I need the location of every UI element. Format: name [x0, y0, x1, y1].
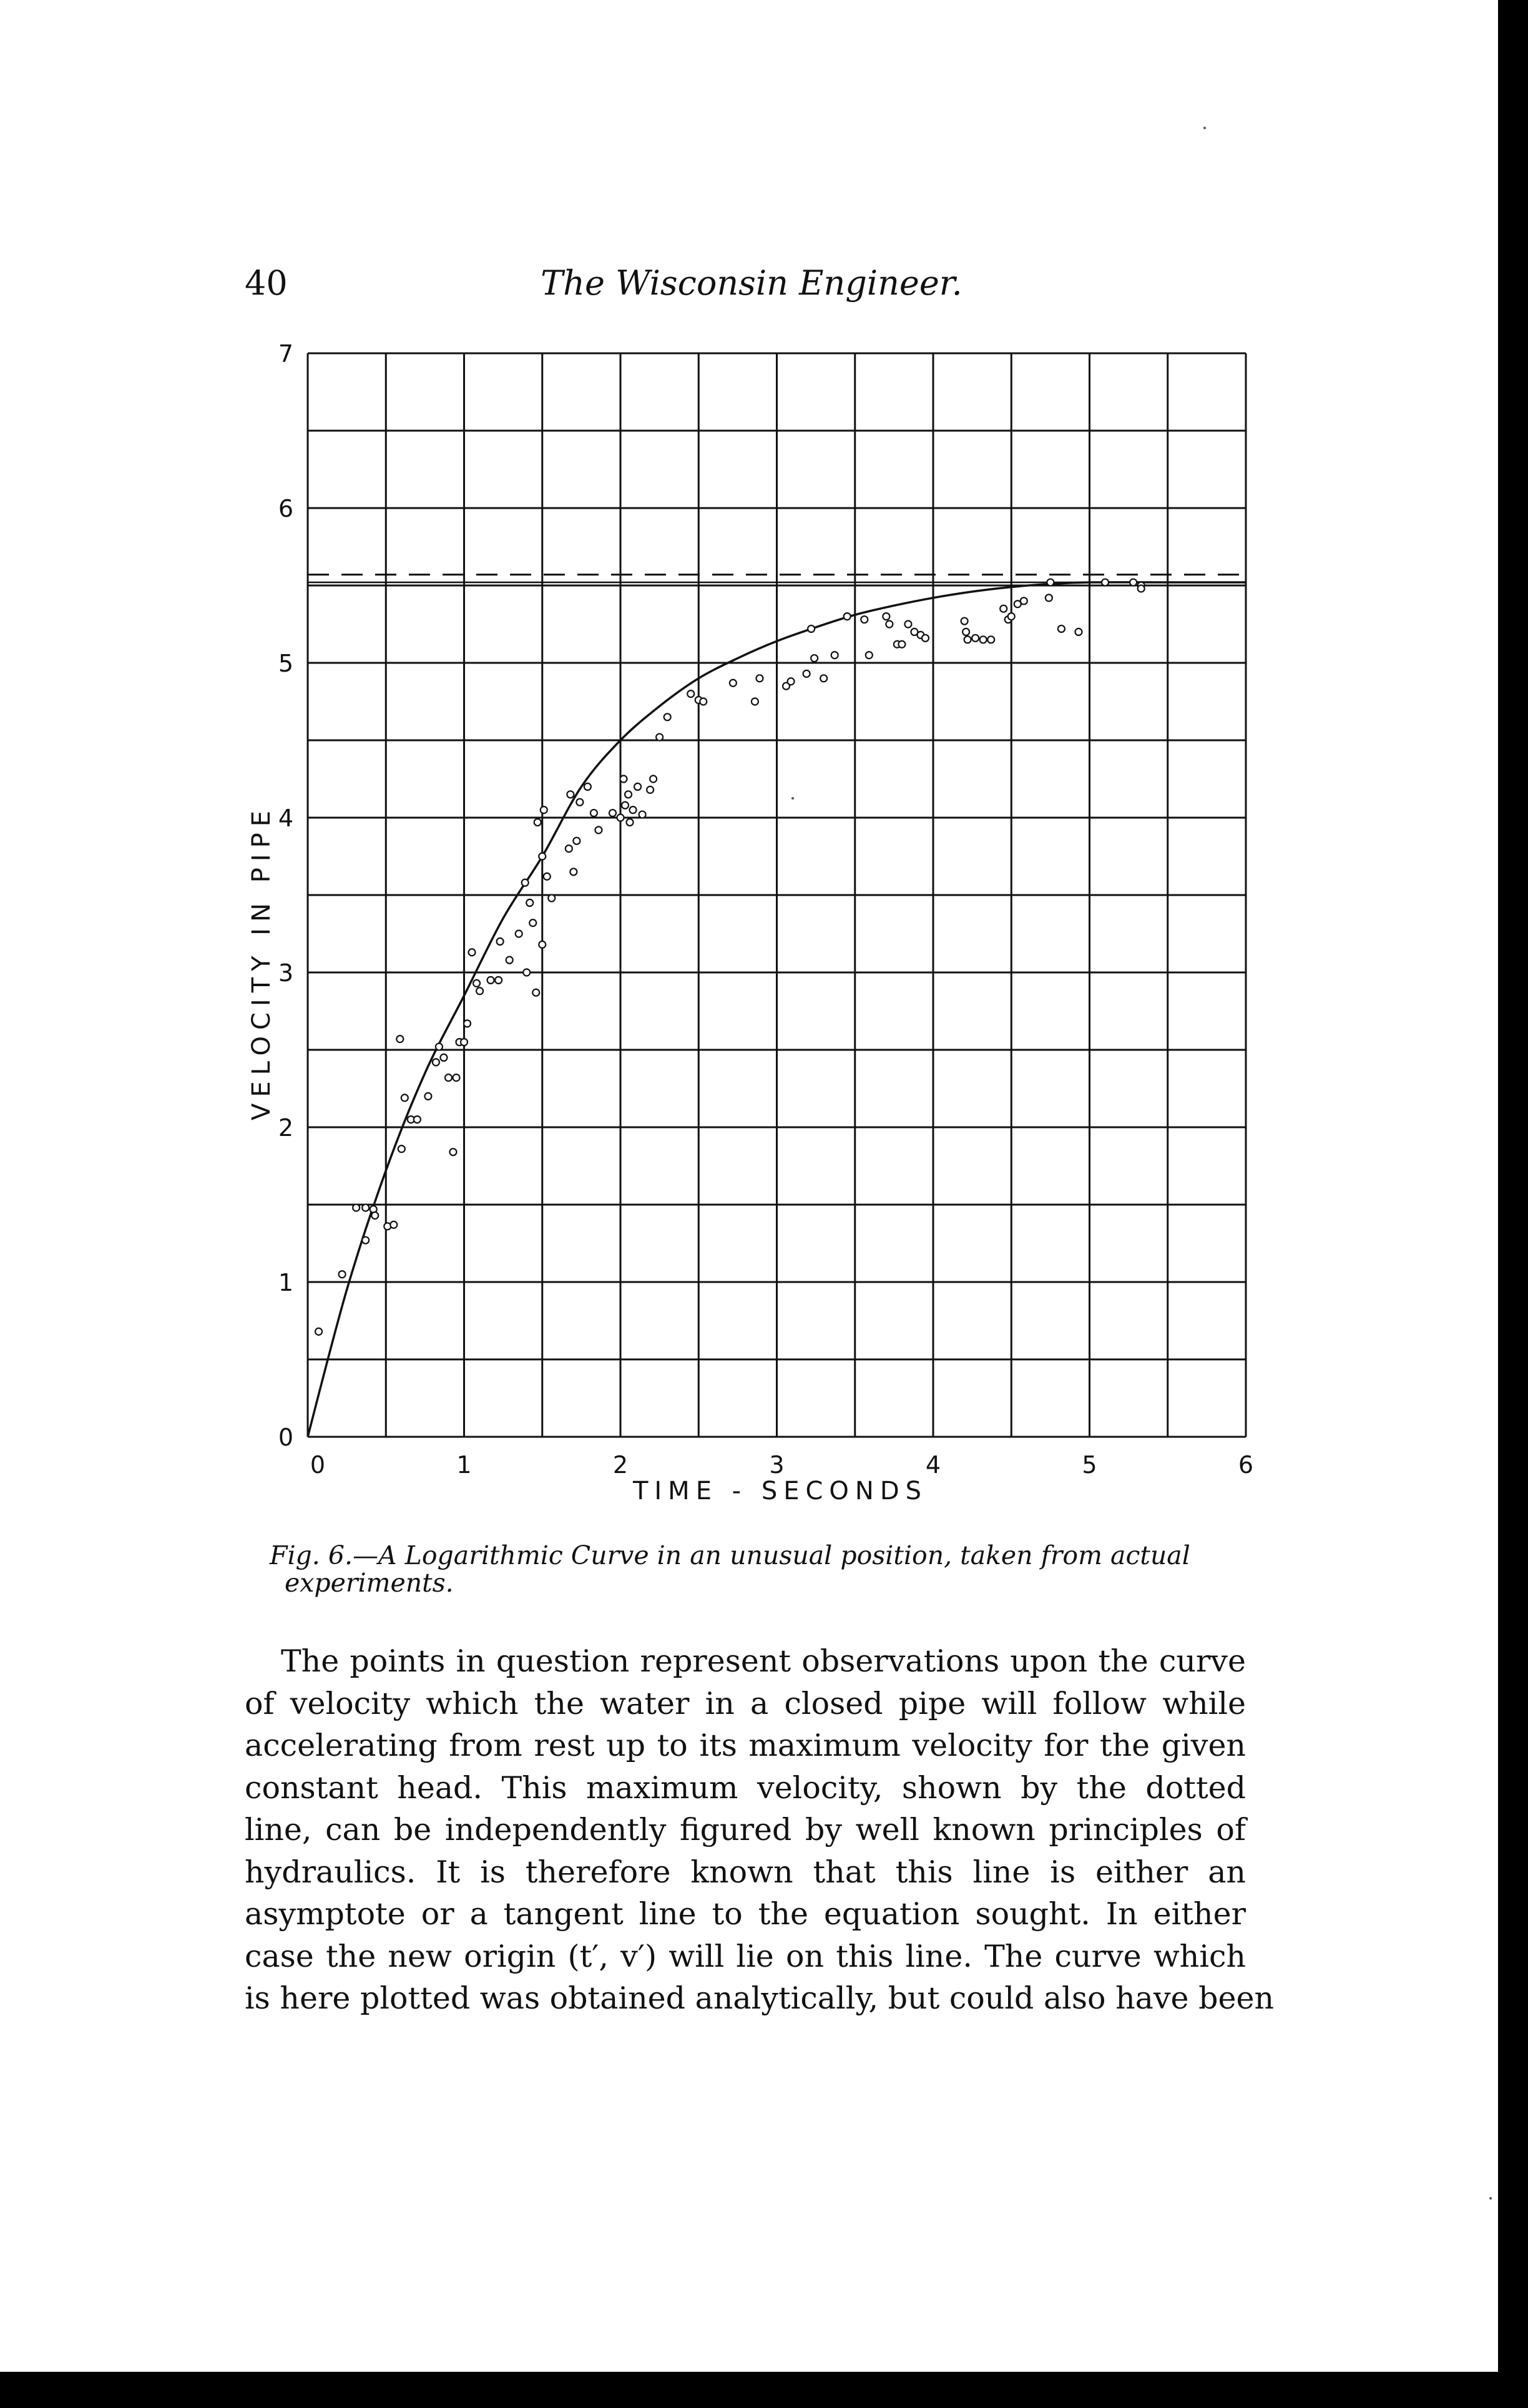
observation-point — [1008, 613, 1015, 620]
observation-point — [570, 868, 577, 875]
observation-points — [315, 579, 1145, 1335]
observation-point — [886, 621, 893, 628]
observation-point — [541, 806, 547, 813]
observation-point — [656, 734, 663, 741]
observation-point — [964, 636, 971, 643]
body-line: is here plotted was obtained analytically, but could also have been — [245, 1980, 1275, 2016]
observation-point — [576, 799, 583, 806]
observation-point — [539, 853, 546, 860]
observation-point — [1047, 579, 1054, 586]
observation-point — [590, 810, 597, 816]
observation-point — [449, 1148, 456, 1155]
observation-point — [650, 776, 657, 783]
observation-point — [567, 791, 574, 798]
observation-point — [844, 613, 851, 620]
observation-point — [622, 802, 629, 809]
observation-point — [700, 698, 707, 705]
observation-point — [390, 1221, 397, 1228]
observation-point — [532, 989, 539, 996]
observation-point — [436, 1044, 443, 1050]
observation-point — [497, 938, 504, 945]
body-paragraph — [245, 1640, 1275, 2020]
y-tick-labels — [278, 340, 293, 1451]
observation-point — [987, 636, 994, 643]
observation-point — [664, 713, 671, 720]
body-line: of velocity which the water in a closed pipe will follow while — [245, 1685, 1246, 1721]
observation-point — [495, 977, 502, 984]
observation-point — [1130, 579, 1137, 586]
observation-point — [362, 1237, 369, 1244]
observation-point — [1000, 605, 1007, 612]
observation-point — [980, 636, 987, 643]
observation-point — [634, 783, 641, 790]
scan-speck — [1489, 2197, 1492, 2200]
observation-point — [1075, 629, 1082, 635]
observation-point — [820, 675, 827, 682]
observation-point — [1021, 597, 1027, 604]
observation-point — [687, 690, 694, 697]
y-tick-label: 3 — [278, 959, 293, 987]
observation-point — [440, 1054, 447, 1061]
y-tick-label: 2 — [278, 1114, 293, 1142]
body-line: asymptote or a tangent line to the equation sought. In either — [245, 1896, 1246, 1932]
observation-point — [647, 786, 654, 793]
observation-point — [414, 1116, 421, 1123]
figure-caption — [270, 1542, 1243, 1597]
body-line: The points in question represent observations upon the curve — [281, 1643, 1246, 1679]
observation-point — [730, 680, 737, 687]
observation-point — [961, 618, 968, 625]
observation-point — [523, 969, 530, 976]
observation-point — [617, 815, 624, 821]
observation-point — [534, 819, 541, 826]
observation-point — [595, 826, 602, 833]
observation-point — [630, 806, 637, 813]
chart-grid — [308, 353, 1246, 1437]
observation-point — [461, 1039, 468, 1045]
observation-point — [811, 655, 818, 662]
scan-border-bottom — [0, 2372, 1528, 2408]
observation-point — [1058, 625, 1065, 632]
body-line: hydraulics. It is therefore known that this line is either an — [245, 1854, 1246, 1890]
observation-point — [609, 810, 616, 816]
observation-point — [506, 957, 513, 964]
caption-line-2: experiments. — [285, 1568, 454, 1598]
observation-point — [861, 616, 868, 623]
observation-point — [972, 635, 979, 642]
observation-point — [476, 987, 483, 994]
observation-point — [526, 899, 533, 906]
observation-point — [756, 675, 763, 682]
observation-point — [566, 845, 572, 852]
observation-point — [788, 678, 795, 685]
observation-point — [401, 1094, 408, 1101]
observation-point — [584, 783, 591, 790]
x-tick-label: 0 — [310, 1451, 326, 1479]
observation-point — [573, 838, 580, 844]
observation-point — [803, 670, 810, 677]
observation-point — [962, 629, 969, 635]
body-line: constant head. This maximum velocity, shown by the dotted — [245, 1769, 1246, 1806]
running-head: The Wisconsin Engineer. — [541, 263, 962, 303]
observation-point — [339, 1271, 346, 1278]
x-tick-label: 1 — [456, 1451, 472, 1479]
observation-point — [544, 873, 551, 880]
observation-point — [620, 776, 627, 783]
page-number: 40 — [245, 263, 288, 303]
x-tick-label: 5 — [1082, 1451, 1097, 1479]
observation-point — [627, 819, 634, 826]
y-tick-label: 5 — [278, 650, 293, 677]
y-tick-label: 7 — [278, 340, 293, 368]
x-tick-label: 3 — [769, 1451, 785, 1479]
y-tick-label: 4 — [278, 805, 293, 832]
observation-point — [396, 1035, 403, 1042]
observation-point — [353, 1204, 360, 1211]
observation-point — [522, 879, 529, 886]
observation-point — [362, 1204, 369, 1211]
x-tick-label: 4 — [925, 1451, 941, 1479]
observation-point — [539, 941, 546, 948]
observation-point — [371, 1212, 378, 1219]
x-tick-label: 6 — [1238, 1451, 1254, 1479]
caption-line-1: Fig. 6.—A Logarithmic Curve in an unusual position, taken from actual — [270, 1540, 1190, 1570]
observation-point — [639, 811, 646, 818]
observation-point — [398, 1145, 405, 1152]
body-line: line, can be independently figured by well known principles of — [245, 1812, 1246, 1848]
observation-point — [1046, 594, 1052, 601]
observation-point — [424, 1093, 431, 1100]
observation-point — [883, 613, 889, 620]
observation-point — [473, 980, 480, 987]
observation-point — [898, 641, 905, 648]
x-tick-label: 2 — [612, 1451, 629, 1479]
y-tick-label: 6 — [278, 495, 293, 522]
observation-point — [487, 977, 494, 984]
observation-point — [752, 698, 758, 705]
observation-point — [904, 621, 911, 628]
observation-point — [315, 1328, 322, 1335]
x-axis-title: TIME - SECONDS — [632, 1477, 928, 1505]
y-tick-label: 0 — [278, 1424, 293, 1451]
observation-point — [529, 919, 536, 926]
observation-point — [516, 931, 522, 937]
observation-point — [1138, 585, 1145, 592]
observation-point — [1102, 579, 1109, 586]
x-tick-labels — [310, 1451, 1253, 1479]
observation-point — [445, 1074, 452, 1081]
observation-point — [464, 1020, 471, 1027]
observation-point — [433, 1059, 439, 1065]
observation-point — [922, 635, 929, 642]
observation-point — [831, 652, 838, 658]
observation-point — [866, 652, 873, 658]
y-axis-title: VELOCITY IN PIPE — [247, 804, 276, 1121]
observation-point — [453, 1074, 459, 1081]
observation-point — [548, 894, 555, 901]
observation-point — [808, 625, 815, 632]
body-line: case the new origin (t′, v′) will lie on this line. The curve which — [245, 1938, 1246, 1974]
y-tick-label: 1 — [278, 1269, 293, 1296]
observation-point — [625, 791, 632, 798]
observation-point — [469, 949, 476, 956]
body-line: accelerating from rest up to its maximum velocity for the given — [245, 1728, 1246, 1763]
